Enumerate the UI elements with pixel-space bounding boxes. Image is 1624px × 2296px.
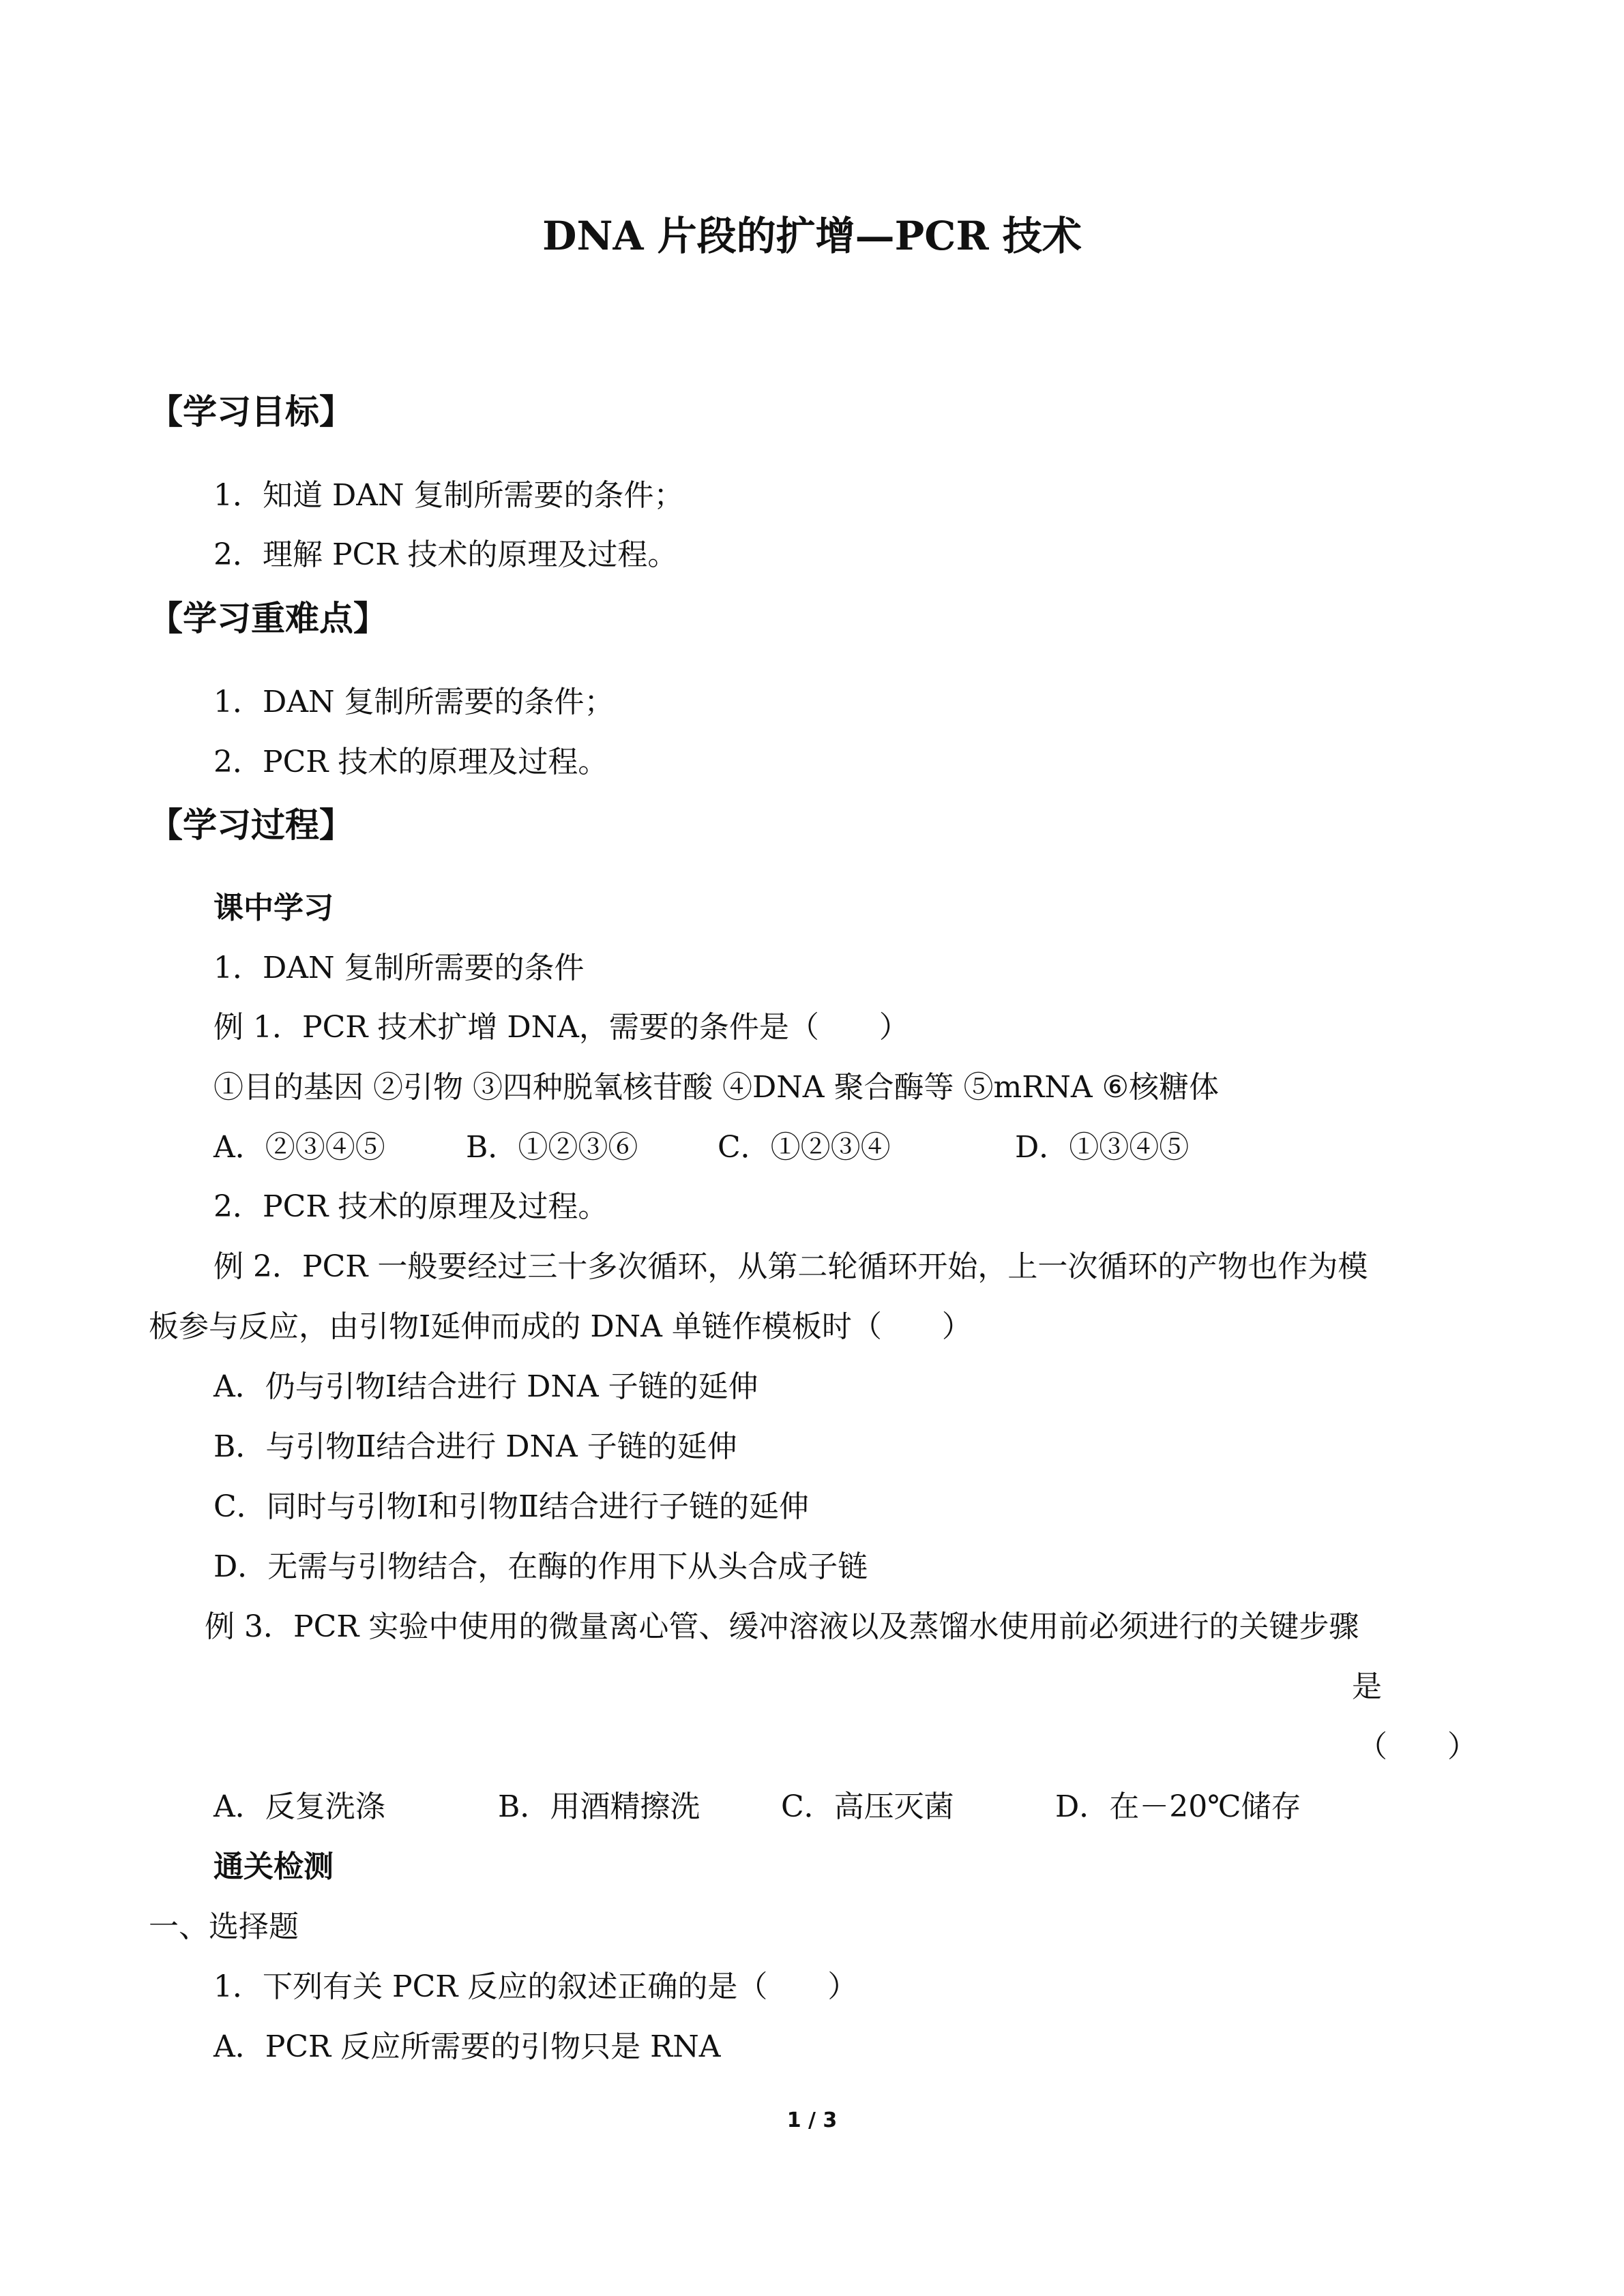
page-title: DNA 片段的扩增—PCR 技术 xyxy=(542,213,1082,259)
example-3-option-d: D．在－20℃储存 xyxy=(1055,1789,1301,1824)
heading-key-points: 【学习重难点】 xyxy=(149,599,387,638)
example-3-option-b: B．用酒精擦洗 xyxy=(498,1789,700,1824)
example-2-option-d: D．无需与引物结合，在酶的作用下从头合成子链 xyxy=(213,1549,868,1584)
example-1-option-c: C．①②③④ xyxy=(718,1130,891,1165)
heading-objectives: 【学习目标】 xyxy=(149,392,353,432)
example-2-stem-line-1: 例 2．PCR 一般要经过三十多次循环，从第二轮循环开始，上一次循环的产物也作为模 xyxy=(213,1249,1368,1284)
example-2-option-a: A．仍与引物Ⅰ结合进行 DNA 子链的延伸 xyxy=(213,1369,758,1404)
example-2-stem-line-2: 板参与反应，由引物Ⅰ延伸而成的 DNA 单链作模板时（ ） xyxy=(149,1309,972,1344)
objective-item-2: 2．理解 PCR 技术的原理及过程。 xyxy=(213,537,678,572)
page-number: 1 / 3 xyxy=(786,2108,838,2132)
key-point-item-1: 1．DAN 复制所需要的条件； xyxy=(213,685,615,719)
example-1-stem: 例 1．PCR 技术扩增 DNA，需要的条件是（ ） xyxy=(213,1010,909,1045)
subheading-in-class: 课中学习 xyxy=(213,891,334,925)
key-point-item-2: 2．PCR 技术的原理及过程。 xyxy=(213,745,608,779)
example-3-stem-line-1: 例 3．PCR 实验中使用的微量离心管、缓冲溶液以及蒸馏水使用前必须进行的关键步骤 xyxy=(205,1609,1359,1644)
question-1-stem: 1．下列有关 PCR 反应的叙述正确的是（ ） xyxy=(213,1969,858,2004)
topic-1: 1．DAN 复制所需要的条件 xyxy=(213,951,585,985)
objective-item-1: 1．知道 DAN 复制所需要的条件； xyxy=(213,478,684,513)
heading-process: 【学习过程】 xyxy=(149,805,353,845)
question-1-option-a: A．PCR 反应所需要的引物只是 RNA xyxy=(213,2029,721,2064)
example-3-answer-bracket: （ ） xyxy=(1357,1729,1477,1764)
subheading-check: 通关检测 xyxy=(213,1849,334,1884)
example-1-option-a: A．②③④⑤ xyxy=(213,1130,385,1165)
example-2-option-c: C．同时与引物Ⅰ和引物Ⅱ结合进行子链的延伸 xyxy=(213,1489,809,1524)
topic-2: 2．PCR 技术的原理及过程。 xyxy=(213,1189,608,1224)
example-3-option-c: C．高压灭菌 xyxy=(781,1789,954,1824)
part-heading: 一、选择题 xyxy=(149,1909,299,1944)
example-1-items: ①目的基因 ②引物 ③四种脱氧核苷酸 ④DNA 聚合酶等 ⑤mRNA ⑥核糖体 xyxy=(213,1070,1220,1105)
example-3-option-a: A．反复洗涤 xyxy=(213,1789,385,1824)
example-3-stem-line-2: 是 xyxy=(1352,1669,1382,1704)
example-2-option-b: B．与引物Ⅱ结合进行 DNA 子链的延伸 xyxy=(213,1429,737,1464)
example-1-option-d: D．①③④⑤ xyxy=(1015,1130,1190,1165)
example-1-option-b: B．①②③⑥ xyxy=(466,1130,638,1165)
